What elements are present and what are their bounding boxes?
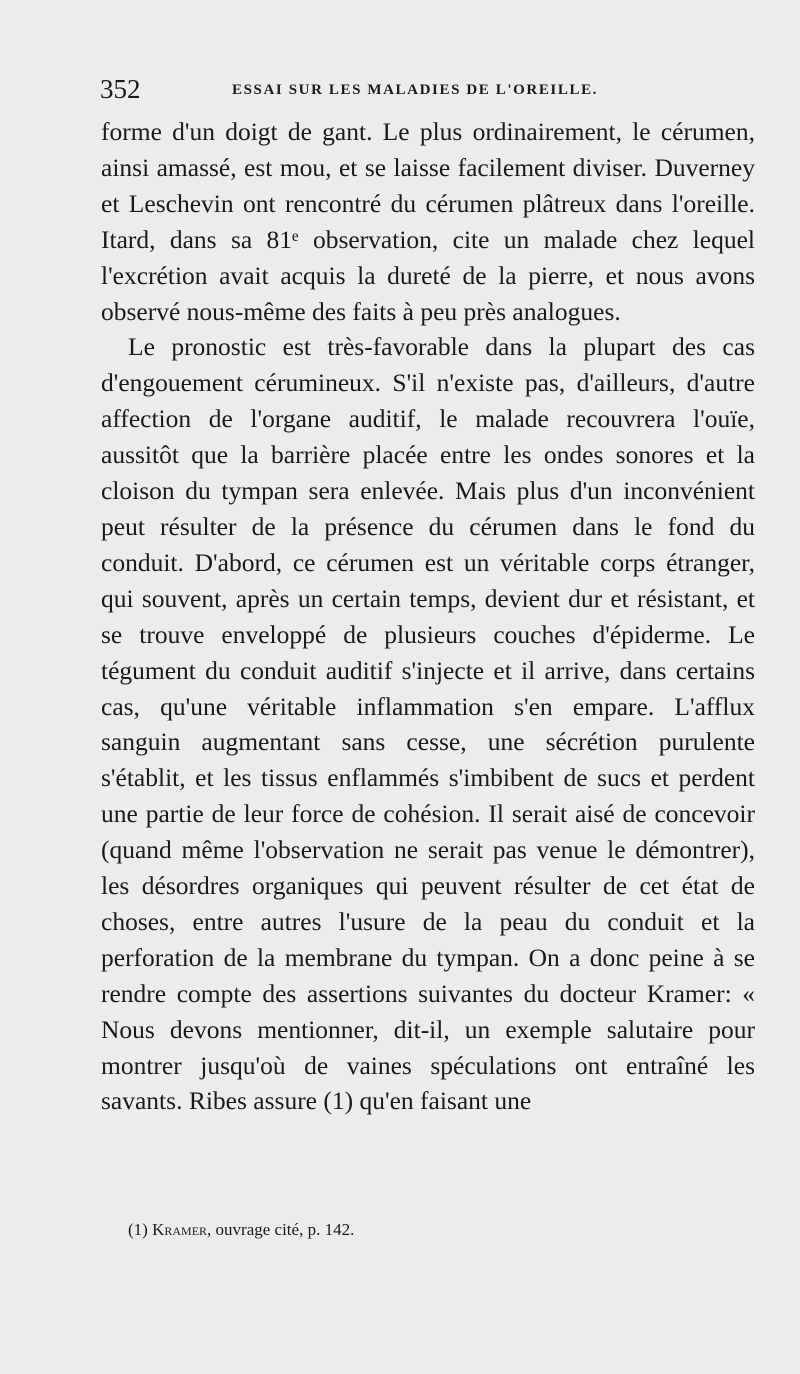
footnote [128, 1218, 354, 1242]
page-number: 352 [100, 74, 141, 104]
paragraph-continuation: forme d'un doigt de gant. Le plus ordinairement, le cérumen, ainsi amassé, est mou, et se laisse facilement diviser. Duverney et Leschevin ont rencontré du cérumen plâtreux dans l'oreille. Itard, dans sa 81ᵉ observation, cite un malade chez lequel l'excrétion avait acquis la dureté de la pierre, et nous avons observé nous-même des faits à peu près analogues. [101, 117, 755, 326]
footnote-author: Kramer [152, 1220, 208, 1239]
running-title: ESSAI SUR LES MALADIES DE L'OREILLE. [232, 82, 599, 98]
body-text [101, 114, 755, 1119]
footnote-marker: (1) [128, 1220, 148, 1239]
footnote-text: , ouvrage cité, p. 142. [207, 1220, 355, 1239]
running-header [100, 72, 760, 106]
paragraph-pronostic: Le pronostic est très-favorable dans la plupart des cas d'engouement cérumineux. S'il n'existe pas, d'ailleurs, d'autre affection de l'organe auditif, le malade recouvrera l'ouïe, aussitôt que la barrière placée entre les ondes sonores et la cloison du tympan sera enlevée. Mais plus d'un inconvénient peut résulter de la présence du cérumen dans le fond du conduit. D'abord, ce cérumen est un véritable corps étranger, qui souvent, après un certain temps, devient dur et résistant, et se trouve enveloppé de plusieurs couches d'épiderme. Le tégument du conduit auditif s'injecte et il arrive, dans certains cas, qu'une véritable inflammation s'en empare. L'afflux sanguin augmentant sans cesse, une sécrétion purulente s'établit, et les tissus enflammés s'imbibent de sucs et perdent une partie de leur force de cohésion. Il serait aisé de concevoir (quand même l'observation ne serait pas venue le démontrer), les désordres organiques qui peuvent résulter de cet état de choses, entre autres l'usure de la peau du conduit et la perforation de la membrane du tympan. On a donc peine à se rendre compte des assertions suivantes du docteur Kramer: « Nous devons mentionner, dit-il, un exemple salutaire pour montrer jusqu'où de vaines spéculations ont entraîné les savants. Ribes assure (1) qu'en faisant une [101, 332, 755, 1116]
